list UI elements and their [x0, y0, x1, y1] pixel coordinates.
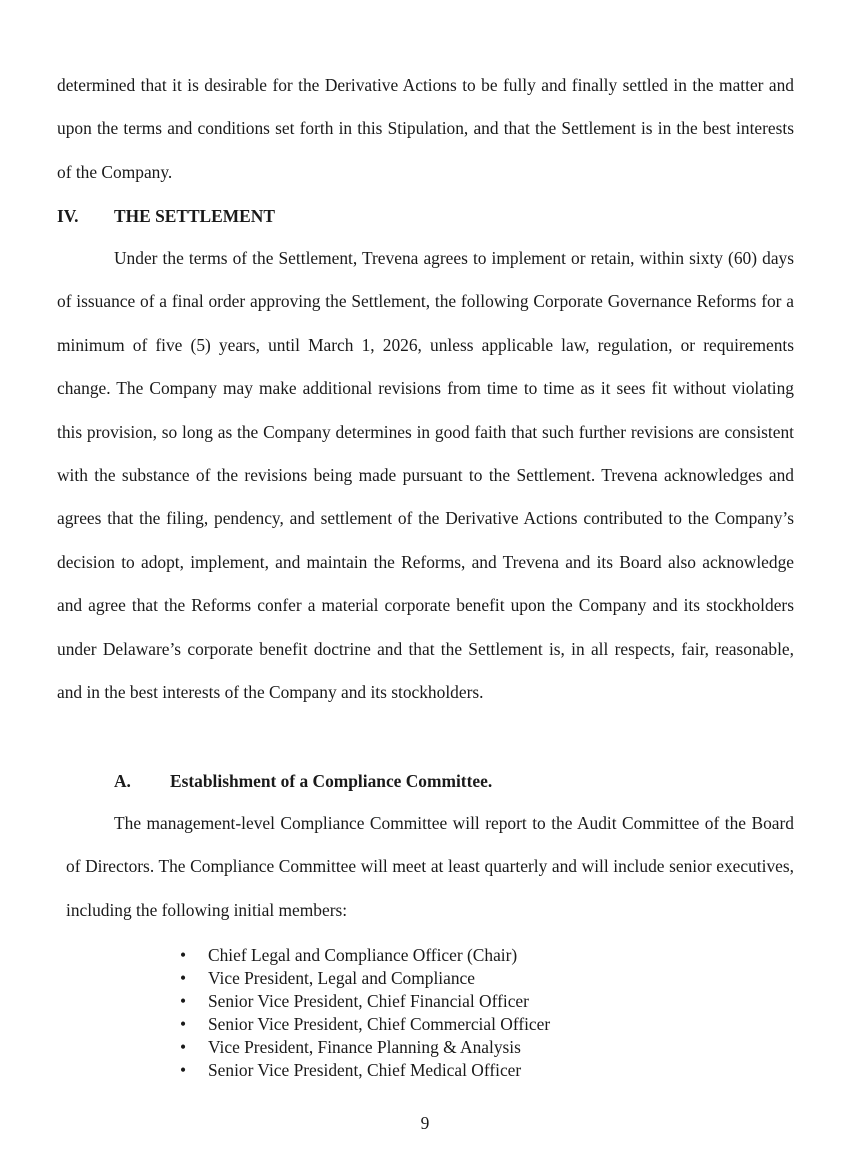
paragraph-continuation: determined that it is desirable for the Derivative Actions to be fully and finally settled in the matter and upon the terms and conditions set forth in this Stipulation, and that the Settlement is in the best interests of the Company.: [57, 75, 794, 182]
list-item: [176, 967, 550, 990]
list-item: [176, 990, 550, 1013]
list-item: [176, 1036, 550, 1059]
section-number: IV.: [57, 206, 79, 226]
list-item: [176, 1013, 550, 1036]
list-item-text: Senior Vice President, Chief Medical Officer: [208, 1060, 522, 1080]
list-item-text: Senior Vice President, Chief Financial Officer: [208, 991, 529, 1011]
subsection-heading: Establishment of a Compliance Committee.: [170, 771, 493, 791]
bullet-icon: •: [180, 991, 187, 1011]
committee-members-list: [176, 944, 550, 1082]
bullet-icon: •: [180, 945, 187, 965]
paragraph-compliance-committee: The management-level Compliance Committee will report to the Audit Committee of the Board of Directors. The Compliance Committee will meet at least quarterly and will include senior executives, including the following initial members:: [66, 813, 794, 920]
bullet-icon: •: [180, 1014, 187, 1034]
list-item-text: Vice President, Finance Planning & Analysis: [208, 1037, 521, 1057]
page-number: 9: [420, 1113, 430, 1133]
list-item-text: Chief Legal and Compliance Officer (Chair): [208, 945, 518, 965]
paragraph-settlement-terms: Under the terms of the Settlement, Trevena agrees to implement or retain, within sixty (60) days of issuance of a final order approving the Settlement, the following Corporate Governance Reforms for a minimum of five (5) years, until March 1, 2026, unless applicable law, regulation, or requirements change. The Company may make additional revisions from time to time as it sees fit without violating this provision, so long as the Company determines in good faith that such further revisions are consistent with the substance of the revisions being made pursuant to the Settlement. Trevena acknowledges and agrees that the filing, pendency, and settlement of the Derivative Actions contributed to the Company’s decision to adopt, implement, and maintain the Reforms, and Trevena and its Board also acknowledge and agree that the Reforms confer a material corporate benefit upon the Company and its stockholders under Delaware’s corporate benefit doctrine and that the Settlement is, in all respects, fair, reasonable, and in the best interests of the Company and its stockholders.: [57, 248, 794, 703]
list-item: [176, 944, 550, 967]
list-item-text: Vice President, Legal and Compliance: [208, 968, 475, 988]
list-item-text: Senior Vice President, Chief Commercial Officer: [208, 1014, 551, 1034]
subsection-number: A.: [114, 771, 131, 791]
bullet-icon: •: [180, 1060, 187, 1080]
bullet-icon: •: [180, 968, 187, 988]
bullet-icon: •: [180, 1037, 187, 1057]
section-heading: THE SETTLEMENT: [114, 206, 275, 226]
list-item: [176, 1059, 550, 1082]
